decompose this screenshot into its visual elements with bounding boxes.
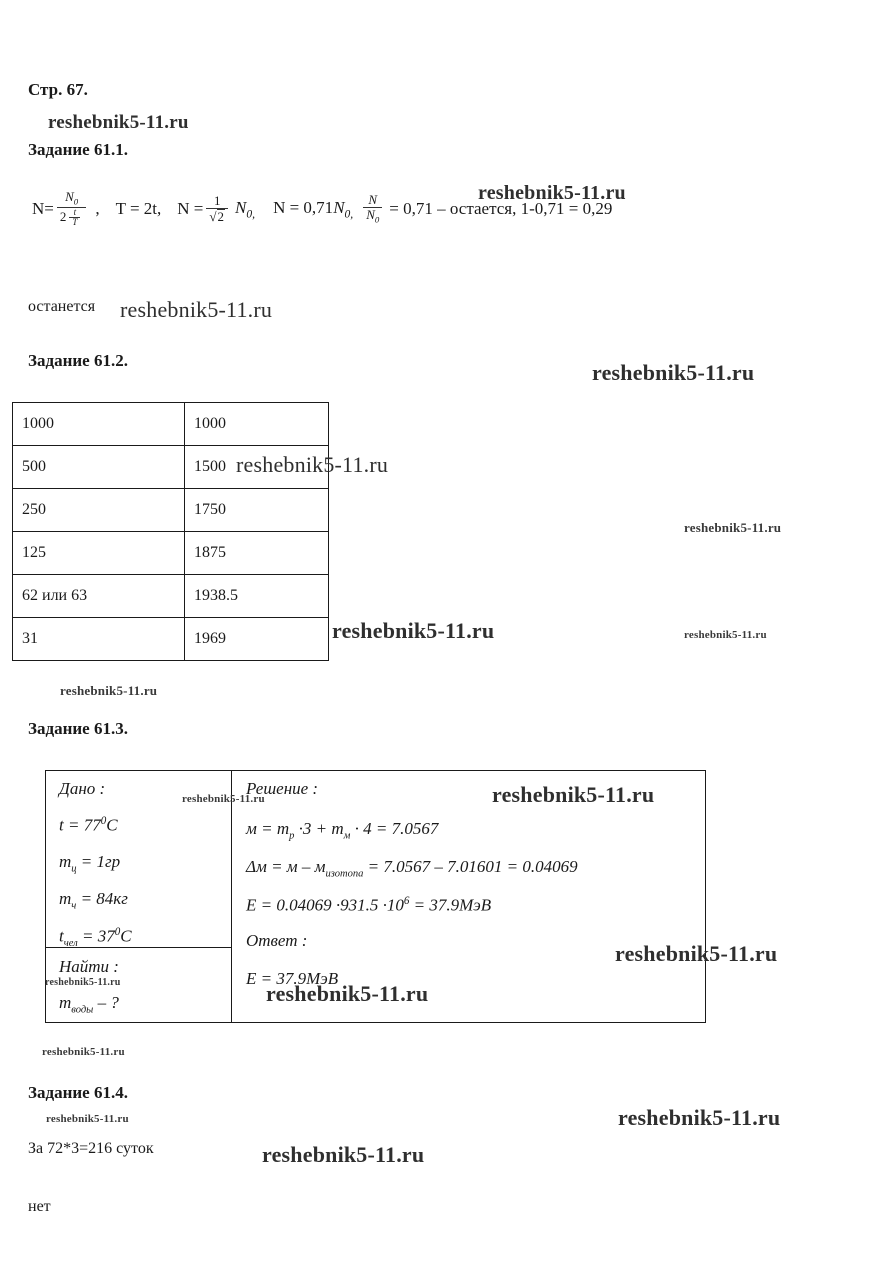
- given-row-4: $t_{чел} = 37^0С$: [59, 926, 132, 950]
- watermark: reshebnik5-11.ru: [332, 618, 495, 643]
- page-label: Стр. 67.: [28, 80, 88, 99]
- watermark: reshebnik5-11.ru: [684, 520, 782, 535]
- cell-right: 1875: [185, 532, 329, 575]
- answer-value: E = 37.9МэВ: [246, 969, 339, 988]
- watermark: reshebnik5-11.ru: [45, 977, 121, 988]
- cell-left: 125: [13, 532, 185, 575]
- remains-text: останется: [28, 298, 96, 315]
- cell-right: 1500: [185, 446, 329, 489]
- solution-line-3: $E = 0.04069 \cdot 931.5 \cdot 10^6 = 37.9МэВ$: [246, 895, 492, 915]
- watermark: reshebnik5-11.ru: [120, 297, 273, 322]
- fraction-denominator: 2 $\frac{t}{T}$: [57, 207, 87, 228]
- watermark: reshebnik5-11.ru: [262, 1142, 425, 1167]
- formula-N0-b: $N_{0,}$: [235, 197, 256, 221]
- box-vertical-divider: [231, 771, 232, 1022]
- formula-comma-1: ,: [95, 198, 100, 218]
- formula-n-eq: N=: [32, 198, 54, 218]
- formula-T-eq: T = 2t,: [115, 198, 162, 218]
- cell-left: 1000: [13, 403, 185, 446]
- table-row: [13, 618, 329, 661]
- watermark: reshebnik5-11.ru: [46, 1113, 129, 1125]
- watermark: reshebnik5-11.ru: [592, 360, 755, 385]
- watermark: reshebnik5-11.ru: [48, 112, 189, 133]
- cell-right: 1000: [185, 403, 329, 446]
- watermark: reshebnik5-11.ru: [618, 1105, 781, 1130]
- fraction-numerator-one: 1: [213, 193, 221, 209]
- find-label: Найти :: [59, 957, 119, 976]
- fraction-numerator: $N_0$: [65, 189, 79, 207]
- watermark: reshebnik5-11.ru: [478, 182, 626, 204]
- given-row-1: $t = 77^0С$: [59, 815, 118, 835]
- cell-right: 1750: [185, 489, 329, 532]
- formula-N-071: $N = 0,71N_{0,}$: [273, 197, 354, 221]
- table-row: [13, 532, 329, 575]
- ratio-denominator: $N_0$: [363, 207, 382, 225]
- given-row-2: $m_ц = 1гр$: [59, 852, 121, 875]
- table-61-2: [12, 402, 329, 661]
- cell-right: 1969: [185, 618, 329, 661]
- given-row-3: $m_ч = 84кг$: [59, 889, 128, 912]
- fraction-N-over-N0: [363, 193, 382, 225]
- table-row: [13, 575, 329, 618]
- task-61-4-line-1: За 72*3=216 суток: [28, 1140, 154, 1157]
- task-title-61-4: Задание 61.4.: [28, 1083, 128, 1102]
- ratio-numerator: N: [368, 192, 378, 208]
- formula-tail: = 0,71 – остается, 1-0,71 = 0,29: [389, 198, 613, 218]
- cell-left: 62 или 63: [13, 575, 185, 618]
- watermark: reshebnik5-11.ru: [236, 452, 389, 477]
- formula-N-eq-2: N =: [177, 198, 204, 218]
- fraction-one-over-sqrt2: [206, 194, 228, 223]
- cell-left: 31: [13, 618, 185, 661]
- given-label: Дано :: [59, 779, 106, 798]
- solution-line-2: $\Delta м = м - м_{изотопа} = 7.0567 - 7.01601 = 0.04069$: [246, 857, 578, 880]
- watermark: reshebnik5-11.ru: [615, 941, 778, 966]
- solution-line-1: $м = m_р \cdot 3 + m_м \cdot 4 = 7.0567$: [246, 819, 439, 842]
- watermark: reshebnik5-11.ru: [182, 793, 265, 805]
- cell-left: 500: [13, 446, 185, 489]
- task-61-4-line-2: нет: [28, 1198, 51, 1215]
- watermark: reshebnik5-11.ru: [42, 1046, 125, 1058]
- watermark: reshebnik5-11.ru: [492, 782, 655, 807]
- fraction-n0-over-2: [57, 190, 87, 228]
- watermark: reshebnik5-11.ru: [684, 629, 767, 641]
- task-title-61-2: Задание 61.2.: [28, 351, 128, 370]
- watermark: reshebnik5-11.ru: [60, 683, 158, 698]
- watermark: reshebnik5-11.ru: [266, 981, 429, 1006]
- find-row: $m_{воды}$ – ?: [59, 993, 119, 1016]
- solution-label: Решение :: [246, 779, 319, 798]
- table-row: [13, 489, 329, 532]
- answer-label: Ответ :: [246, 931, 308, 950]
- cell-left: 250: [13, 489, 185, 532]
- fraction-denominator-sqrt2: √2: [206, 208, 228, 224]
- cell-right: 1938.5: [185, 575, 329, 618]
- task-title-61-3: Задание 61.3.: [28, 719, 128, 738]
- task-title-61-1: Задание 61.1.: [28, 140, 128, 159]
- table-row: [13, 403, 329, 446]
